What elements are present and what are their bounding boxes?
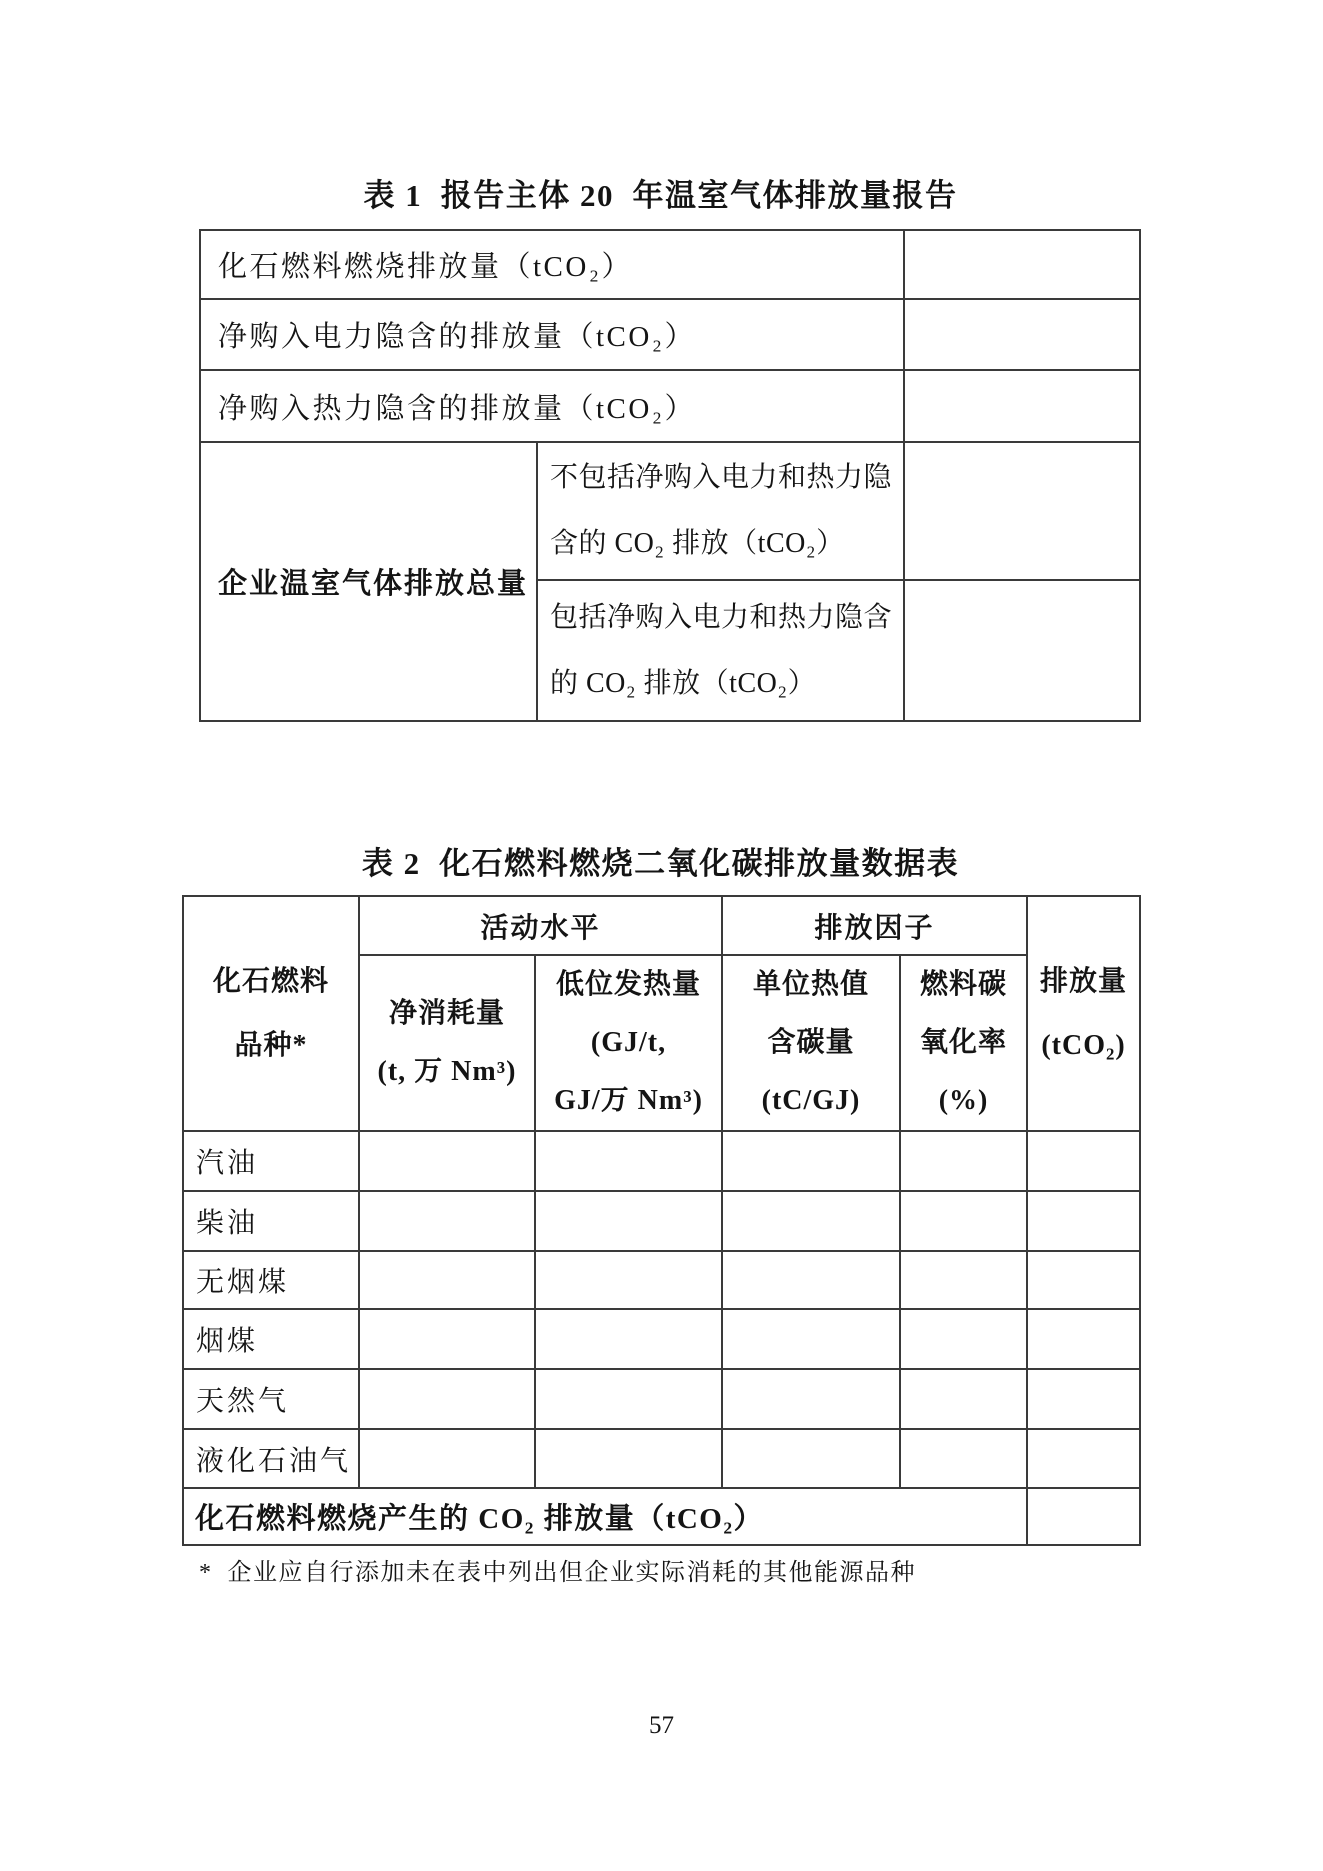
value-cell	[900, 1369, 1027, 1429]
fuel-row-anthracite: 无烟煤	[183, 1251, 359, 1309]
table1-sub-row1-label: 不包括净购入电力和热力隐含的 CO₂ 排放（tCO₂）	[537, 442, 904, 580]
header-line: 氧化率	[920, 1027, 1008, 1058]
value-cell	[1027, 1131, 1140, 1191]
value-cell	[359, 1191, 535, 1251]
header-line: (%)	[938, 1085, 989, 1116]
table2-total-emission-label: 化石燃料燃烧产生的 CO₂ 排放量（tCO₂）	[183, 1488, 1027, 1545]
table-row	[200, 299, 1140, 370]
table2-header-emission-factor: 排放因子	[722, 896, 1027, 955]
table-row	[183, 1369, 1140, 1429]
value-cell	[535, 1191, 722, 1251]
header-line: (tCO₂)	[1041, 1029, 1126, 1061]
header-line: 净消耗量	[388, 998, 505, 1029]
value-cell	[900, 1309, 1027, 1369]
value-cell	[1027, 1369, 1140, 1429]
table2-fossil-fuel-co2-data	[182, 895, 1141, 1546]
table2-title: 表 2 化石燃料燃烧二氧化碳排放量数据表	[361, 846, 960, 881]
table-row	[183, 1251, 1140, 1309]
fuel-row-lpg: 液化石油气	[183, 1429, 359, 1488]
value-cell	[722, 1309, 900, 1369]
table-row	[183, 1309, 1140, 1369]
header-line: 单位热值	[753, 969, 870, 1000]
table1-row1-value-cell	[904, 230, 1140, 299]
table2-header-carbon-content	[722, 955, 900, 1131]
table1-row2-value-cell	[904, 299, 1140, 370]
table1-total-label: 企业温室气体排放总量	[200, 442, 537, 721]
value-cell	[1027, 1191, 1140, 1251]
table2-header-activity-level: 活动水平	[359, 896, 722, 955]
table-row	[183, 1429, 1140, 1488]
table1-title: 表 1 报告主体 20 年温室气体排放量报告	[363, 178, 958, 213]
table-row	[200, 230, 1140, 299]
table1-ghg-emission-report	[199, 229, 1141, 722]
table1-sub-row2-value-cell	[904, 580, 1140, 721]
value-cell	[359, 1429, 535, 1488]
fuel-row-natural-gas: 天然气	[183, 1369, 359, 1429]
table2-header-heating-value	[535, 955, 722, 1131]
table2-footnote: * 企业应自行添加未在表中列出但企业实际消耗的其他能源品种	[199, 1560, 916, 1586]
table-row	[183, 896, 1140, 955]
page-number: 57	[649, 1712, 674, 1739]
table2-header-net-consumption	[359, 955, 535, 1131]
fuel-row-bituminous-coal: 烟煤	[183, 1309, 359, 1369]
value-cell	[359, 1309, 535, 1369]
value-cell	[900, 1191, 1027, 1251]
header-line: 品种*	[234, 1029, 308, 1061]
table1-row2-label: 净购入电力隐含的排放量（tCO₂）	[200, 299, 904, 370]
value-cell	[535, 1251, 722, 1309]
value-cell	[535, 1131, 722, 1191]
value-cell	[722, 1429, 900, 1488]
value-cell	[359, 1369, 535, 1429]
table2-header-fuel-type	[183, 896, 359, 1131]
table2-header-emission	[1027, 896, 1140, 1131]
value-cell	[722, 1251, 900, 1309]
value-cell	[900, 1251, 1027, 1309]
value-cell	[722, 1131, 900, 1191]
header-line: 低位发热量	[556, 969, 702, 1000]
table-row	[183, 1131, 1140, 1191]
fuel-row-diesel: 柴油	[183, 1191, 359, 1251]
value-cell	[722, 1191, 900, 1251]
table1-row3-value-cell	[904, 370, 1140, 442]
table-row	[183, 1488, 1140, 1545]
header-line: (tC/GJ)	[761, 1085, 861, 1116]
value-cell	[1027, 1309, 1140, 1369]
header-line: 化石燃料	[212, 965, 329, 997]
table1-row3-label: 净购入热力隐含的排放量（tCO₂）	[200, 370, 904, 442]
header-line: 燃料碳	[920, 969, 1008, 1000]
table-row	[200, 370, 1140, 442]
value-cell	[1027, 1429, 1140, 1488]
header-line: (t, 万 Nm³)	[377, 1056, 517, 1087]
value-cell	[359, 1251, 535, 1309]
value-cell	[722, 1369, 900, 1429]
fuel-row-gasoline: 汽油	[183, 1131, 359, 1191]
header-line: GJ/万 Nm³)	[554, 1085, 703, 1116]
table1-sub-row2-label: 包括净购入电力和热力隐含的 CO₂ 排放（tCO₂）	[537, 580, 904, 721]
header-line: 含碳量	[767, 1027, 855, 1058]
value-cell	[1027, 1251, 1140, 1309]
value-cell	[535, 1309, 722, 1369]
table1-row1-label: 化石燃料燃烧排放量（tCO₂）	[200, 230, 904, 299]
value-cell	[359, 1131, 535, 1191]
value-cell	[900, 1429, 1027, 1488]
header-line: (GJ/t,	[590, 1027, 667, 1058]
header-line: 排放量	[1040, 965, 1128, 997]
value-cell	[535, 1369, 722, 1429]
table-row	[200, 442, 1140, 580]
table-row	[183, 1191, 1140, 1251]
table2-total-emission-value-cell	[1027, 1488, 1140, 1545]
value-cell	[535, 1429, 722, 1488]
table2-header-oxidation-rate	[900, 955, 1027, 1131]
table1-sub-row1-value-cell	[904, 442, 1140, 580]
value-cell	[900, 1131, 1027, 1191]
